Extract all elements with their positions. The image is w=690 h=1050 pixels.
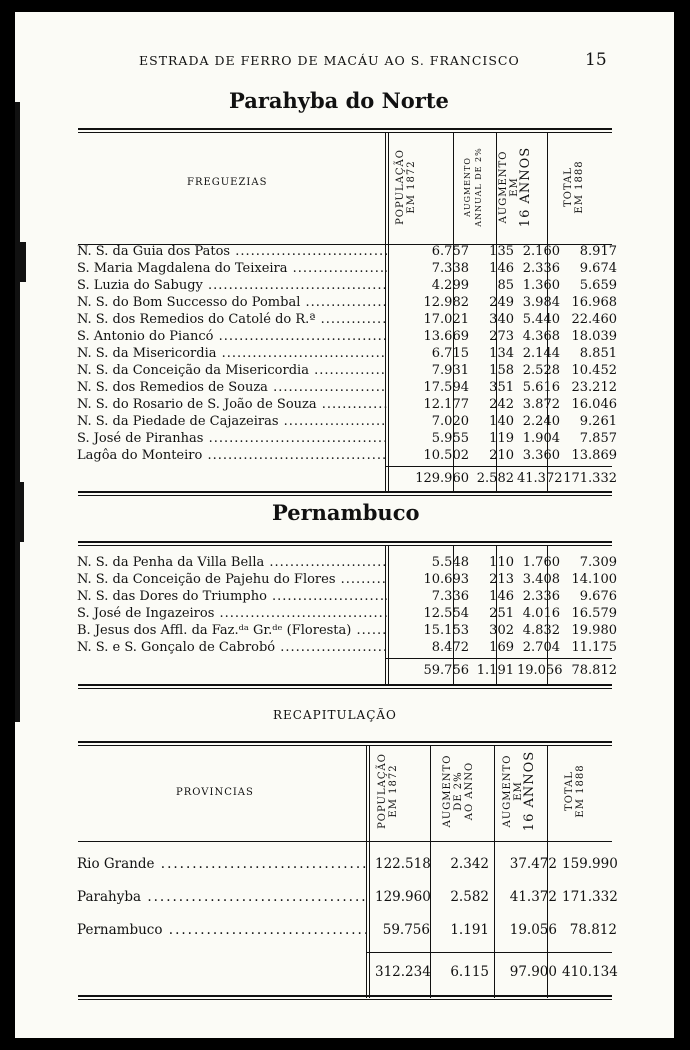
population-1872: 12.177 [423,397,469,412]
total-1888: 9.676 [579,589,617,604]
column-header-line: 16 ANNOS [522,750,537,832]
table-row [77,363,617,378]
totals-rule [385,466,612,467]
table-rule-top-thin [78,132,612,133]
table-row [77,920,617,940]
table-row [77,312,617,327]
total-1888: 8.851 [579,346,617,361]
increase-16-years: 2.704 [522,640,560,655]
province-name: Pernambuco ..... [77,920,367,940]
table-row [77,640,617,655]
annual-increase: 2.582 [450,889,489,905]
annual-increase: 249 [489,295,514,310]
column-header-line: AUGMENTO [463,157,472,217]
increase-16-years: 3.872 [522,397,560,412]
section-title-recapitulacao: RECAPITULAÇÃO [273,708,397,722]
table-row [77,854,617,874]
population-1872: 10.693 [423,572,469,587]
population-1872: 122.518 [375,856,431,872]
column-header-annual-increase [462,137,484,237]
population-1872: 10.502 [423,448,469,463]
total-increase-16-years: 97.900 [509,964,557,980]
total-1888: 159.990 [562,856,618,872]
total-1888: 10.452 [571,363,617,378]
population-1872: 7.336 [431,589,469,604]
page-binding-edge-mark [16,482,24,542]
total-1888: 410.134 [562,964,618,980]
total-annual-increase: 6.115 [450,964,489,980]
increase-16-years: 2.336 [522,589,560,604]
parish-name: N. S. do Rosario de S. João de Souza ..... [77,397,387,412]
column-header-total-1888 [564,750,586,832]
total-population-1872: 59.756 [423,663,469,678]
annual-increase: 146 [489,261,514,276]
increase-16-years: 4.016 [522,606,560,621]
total-annual-increase: 1.191 [476,663,514,678]
increase-16-years: 41.372 [509,889,557,905]
total-1888: 78.812 [569,922,617,938]
column-header-line: TOTAL [564,771,575,811]
population-1872: 5.955 [431,431,469,446]
increase-16-years: 1.904 [522,431,560,446]
population-1872: 12.554 [423,606,469,621]
page-number: 15 [585,50,607,70]
annual-increase: 146 [489,589,514,604]
parish-name: S. José de Ingazeiros ..... [77,606,387,621]
increase-16-years: 3.984 [522,295,560,310]
table-rule-top [78,741,612,743]
total-1888: 7.857 [579,431,617,446]
table-row [77,555,617,570]
table-row [77,329,617,344]
annual-increase: 158 [489,363,514,378]
total-annual-increase: 2.582 [476,471,514,486]
population-1872: 7.020 [431,414,469,429]
table-rule-bottom-thin [78,688,612,689]
annual-increase: 135 [489,244,514,259]
table-row [77,414,617,429]
population-1872: 7.338 [431,261,469,276]
column-header-line: AO ANNO [464,761,475,821]
increase-16-years: 5.440 [522,312,560,327]
totals-row [77,962,617,982]
annual-increase: 1.191 [450,922,489,938]
section-title-parahyba: Parahyba do Norte [229,88,449,113]
total-1888: 9.674 [579,261,617,276]
total-1888: 8.917 [579,244,617,259]
column-header-line: AUGMENTO [498,150,509,224]
increase-16-years: 2.336 [522,261,560,276]
parish-name: N. S. da Misericordia ..... [77,346,387,361]
column-header-freguezias: FREGUEZIAS [187,177,268,188]
population-1872: 17.594 [423,380,469,395]
table-rule-bottom [78,995,612,997]
column-header-population [377,750,399,832]
annual-increase: 213 [489,572,514,587]
column-header-increase-per-year [442,750,475,832]
increase-16-years: 4.832 [522,623,560,638]
increase-16-years: 3.408 [522,572,560,587]
table-row [77,346,617,361]
total-1888: 16.579 [571,606,617,621]
table-rule-top-thin [78,745,612,746]
book-page [15,12,674,1038]
increase-16-years: 2.160 [522,244,560,259]
totals-rule [366,952,612,953]
annual-increase: 210 [489,448,514,463]
table-row [77,278,617,293]
increase-16-years: 4.368 [522,329,560,344]
annual-increase: 85 [497,278,514,293]
table-rule-top [78,128,612,130]
page-binding-edge-mark [17,242,26,282]
increase-16-years: 2.528 [522,363,560,378]
column-header-line: POPULAÇÃO [395,149,406,225]
population-1872: 13.669 [423,329,469,344]
table-row [77,606,617,621]
table-row [77,244,617,259]
total-1888: 5.659 [579,278,617,293]
total-1888: 23.212 [571,380,617,395]
annual-increase: 110 [489,555,514,570]
parish-name: N. S. dos Remedios de Souza ..... [77,380,387,395]
population-1872: 12.982 [423,295,469,310]
population-1872: 8.472 [431,640,469,655]
parish-name: N. S. da Guia dos Patos ..... [77,244,387,259]
province-name: Rio Grande ..... [77,854,367,874]
table-row [77,380,617,395]
table-rule-bottom [78,684,612,686]
column-header-line: EM 1872 [388,764,399,818]
parish-name: B. Jesus dos Affl. da Faz.ᵈᵃ Gr.ᵈᵉ (Floresta) ..... [77,623,387,638]
total-1888: 16.968 [571,295,617,310]
table-row [77,623,617,638]
parish-name: Lagôa do Monteiro ..... [77,448,387,463]
parish-name: N. S. dos Remedios do Catolé do R.ª ..... [77,312,387,327]
total-1888: 9.261 [579,414,617,429]
annual-increase: 169 [489,640,514,655]
population-1872: 6.715 [431,346,469,361]
increase-16-years: 3.360 [522,448,560,463]
population-1872: 59.756 [382,922,430,938]
total-population-1872: 129.960 [415,471,469,486]
total-1888: 13.869 [571,448,617,463]
table-rule-bottom [78,491,612,493]
province-name: Parahyba ..... [77,887,367,907]
column-header-line: EM 1888 [574,160,585,214]
column-header-line: DE 2% [453,771,464,811]
column-header-line: EM [513,781,524,801]
annual-increase: 119 [489,431,514,446]
parish-name: N. S. da Penha da Villa Bella ..... [77,555,387,570]
parish-name: N. S. das Dores do Triumpho ..... [77,589,387,604]
parish-name: N. S. da Piedade de Cajazeiras ..... [77,414,387,429]
total-1888: 19.980 [571,623,617,638]
column-header-line: POPULAÇÃO [377,753,388,829]
increase-16-years: 5.616 [522,380,560,395]
column-header-increase-16-years [502,750,535,832]
column-header-increase-16-years [498,137,531,237]
table-rule-top-thin [78,545,612,546]
totals-rule [385,658,612,659]
total-1888: 78.812 [571,663,617,678]
table-row [77,887,617,907]
column-header-line: AUGMENTO [442,754,453,828]
column-header-line: ANNUAL DE 2% [474,147,483,227]
total-1888: 7.309 [579,555,617,570]
parish-name: N. S. da Conceição da Misericordia ..... [77,363,387,378]
table-row [77,589,617,604]
annual-increase: 340 [489,312,514,327]
total-1888: 22.460 [571,312,617,327]
total-1888: 11.175 [571,640,617,655]
population-1872: 129.960 [375,889,431,905]
header-rule-bottom [78,841,612,842]
page-binding-edge [15,102,20,722]
column-header-line: EM 1872 [406,160,417,214]
totals-row [77,663,617,678]
annual-increase: 273 [489,329,514,344]
annual-increase: 2.342 [450,856,489,872]
column-header-provincias: PROVINCIAS [176,787,254,798]
increase-16-years: 1.360 [522,278,560,293]
column-header-line: AUGMENTO [502,754,513,828]
table-row [77,448,617,463]
total-1888: 171.332 [563,471,617,486]
table-rule-bottom-thin [78,495,612,496]
annual-increase: 351 [489,380,514,395]
total-increase-16-years: 19.056 [517,663,563,678]
increase-16-years: 2.144 [522,346,560,361]
table-row [77,261,617,276]
table-rule-bottom-thin [78,999,612,1000]
table-row [77,572,617,587]
column-header-total-1888 [563,137,585,237]
population-1872: 4.299 [431,278,469,293]
table-rule-top [78,541,612,543]
population-1872: 15.153 [423,623,469,638]
increase-16-years: 19.056 [509,922,557,938]
increase-16-years: 1.760 [522,555,560,570]
total-increase-16-years: 41.372 [517,471,563,486]
annual-increase: 242 [489,397,514,412]
population-1872: 6.757 [431,244,469,259]
table-row [77,295,617,310]
parish-name: S. Antonio do Piancó ..... [77,329,387,344]
annual-increase: 134 [489,346,514,361]
total-population-1872: 312.234 [375,964,431,980]
population-1872: 7.931 [431,363,469,378]
column-header-line: EM [509,177,520,197]
parish-name: S. José de Piranhas ..... [77,431,387,446]
total-1888: 16.046 [571,397,617,412]
increase-16-years: 37.472 [509,856,557,872]
parish-name: N. S. e S. Gonçalo de Cabrobó ..... [77,640,387,655]
population-1872: 17.021 [423,312,469,327]
parish-name: N. S. da Conceição de Pajehu do Flores ..... [77,572,387,587]
parish-name: S. Luzia do Sabugy ..... [77,278,387,293]
section-title-pernambuco: Pernambuco [272,500,420,525]
total-1888: 14.100 [571,572,617,587]
column-header-line: 16 ANNOS [518,146,533,228]
table-row [77,431,617,446]
running-title: ESTRADA DE FERRO DE MACÁU AO S. FRANCISCO [139,53,520,68]
population-1872: 5.548 [431,555,469,570]
column-header-population [395,137,417,237]
annual-increase: 251 [489,606,514,621]
column-header-line: TOTAL [563,167,574,207]
total-1888: 18.039 [571,329,617,344]
annual-increase: 302 [489,623,514,638]
totals-row [77,471,617,486]
annual-increase: 140 [489,414,514,429]
total-1888: 171.332 [562,889,618,905]
increase-16-years: 2.240 [522,414,560,429]
parish-name: N. S. do Bom Successo do Pombal ..... [77,295,387,310]
column-header-line: EM 1888 [575,764,586,818]
parish-name: S. Maria Magdalena do Teixeira ..... [77,261,387,276]
table-row [77,397,617,412]
